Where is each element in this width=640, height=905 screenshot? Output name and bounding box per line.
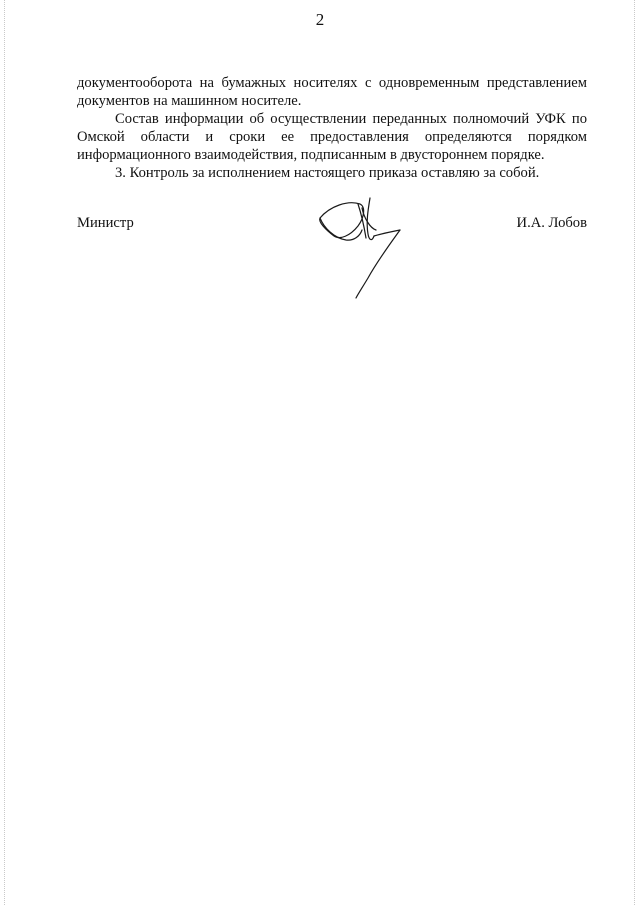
paragraph-continuation: документооборота на бумажных носителях с одновременным представлением документов на машинном носителе. bbox=[77, 75, 587, 109]
position-title: Министр bbox=[77, 215, 134, 231]
page-number: 2 bbox=[315, 10, 325, 29]
scan-edge-right bbox=[634, 0, 636, 905]
paragraph-information-composition: Состав информации об осуществлении переданных полномочий УФК по Омской области и сроки ее предоставления определяются порядком информационного взаимодействия, подписанным в двустороннем порядке. bbox=[77, 111, 587, 163]
signatory-name: И.А. Лобов bbox=[516, 215, 587, 231]
document-body bbox=[77, 74, 587, 182]
paragraph-control-clause: 3. Контроль за исполнением настоящего приказа оставляю за собой. bbox=[115, 165, 540, 181]
scan-edge-left bbox=[4, 0, 6, 905]
handwritten-signature bbox=[300, 188, 420, 303]
